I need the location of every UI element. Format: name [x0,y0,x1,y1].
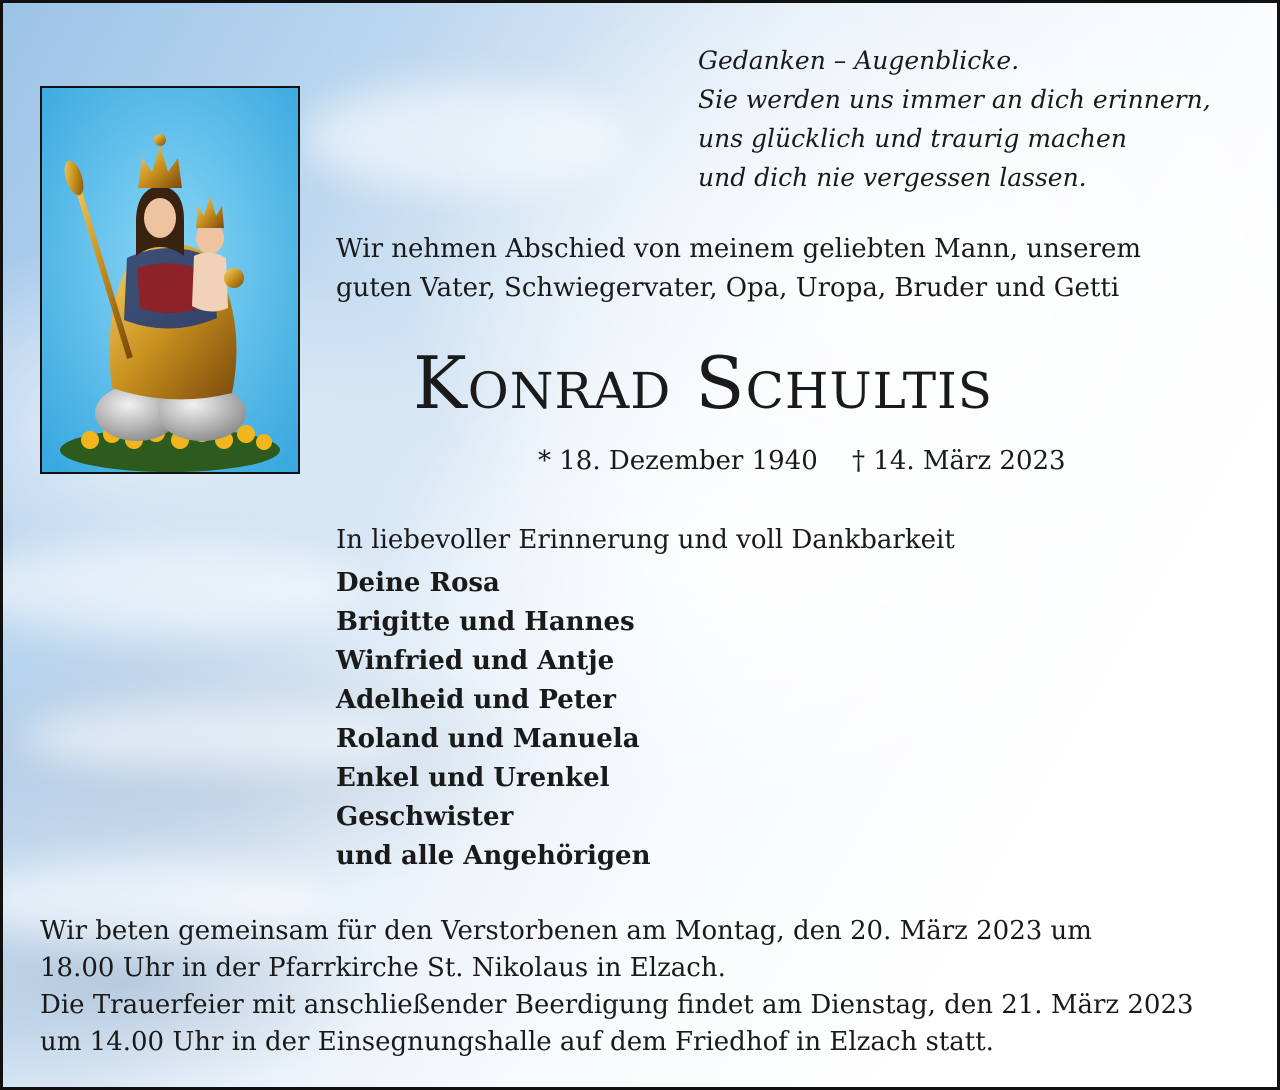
service-line: 18.00 Uhr in der Pfarrkirche St. Nikolaus in Elzach. [40,953,726,983]
mourner: Brigitte und Hannes [336,607,635,637]
madonna-statue-image [40,86,300,474]
mourners-list [336,564,650,876]
mourner: Winfried und Antje [336,646,615,676]
service-line: Wir beten gemeinsam für den Verstorbenen am Montag, den 20. März 2023 um [40,916,1092,946]
poem-line: Sie werden uns immer an dich erinnern, [698,85,1211,114]
intro-line: Wir nehmen Abschied von meinem geliebten Mann, unserem [336,234,1142,264]
poem-line: Gedanken – Augenblicke. [698,46,1020,75]
service-details [40,913,1194,1061]
farewell-intro [336,230,1141,308]
death-date: † 14. März 2023 [852,446,1066,476]
poem-line: und dich nie vergessen lassen. [698,163,1087,192]
poem-line: uns glücklich und traurig machen [698,124,1127,153]
birth-date: * 18. Dezember 1940 [538,446,818,476]
mourner: Deine Rosa [336,568,500,598]
gratitude-line: In liebevoller Erinnerung und voll Dankbarkeit [336,525,955,555]
cloud-decoration [0,543,363,633]
intro-line: guten Vater, Schwiegervater, Opa, Uropa, Bruder und Getti [336,273,1120,303]
mourner: Adelheid und Peter [336,685,617,715]
life-dates [538,443,1066,479]
mourner: Roland und Manuela [336,724,640,754]
poem [698,41,1211,197]
madonna-statue-icon [42,88,298,472]
cloud-decoration [303,83,623,193]
mourner: Geschwister [336,802,514,832]
service-line: um 14.00 Uhr in der Einsegnungshalle auf dem Friedhof in Elzach statt. [40,1027,994,1057]
deceased-name: Konrad Schultis [413,341,994,425]
service-line: Die Trauerfeier mit anschließender Beerdigung findet am Dienstag, den 21. März 2023 [40,990,1194,1020]
mourner: und alle Angehörigen [336,841,651,871]
mourner: Enkel und Urenkel [336,763,610,793]
